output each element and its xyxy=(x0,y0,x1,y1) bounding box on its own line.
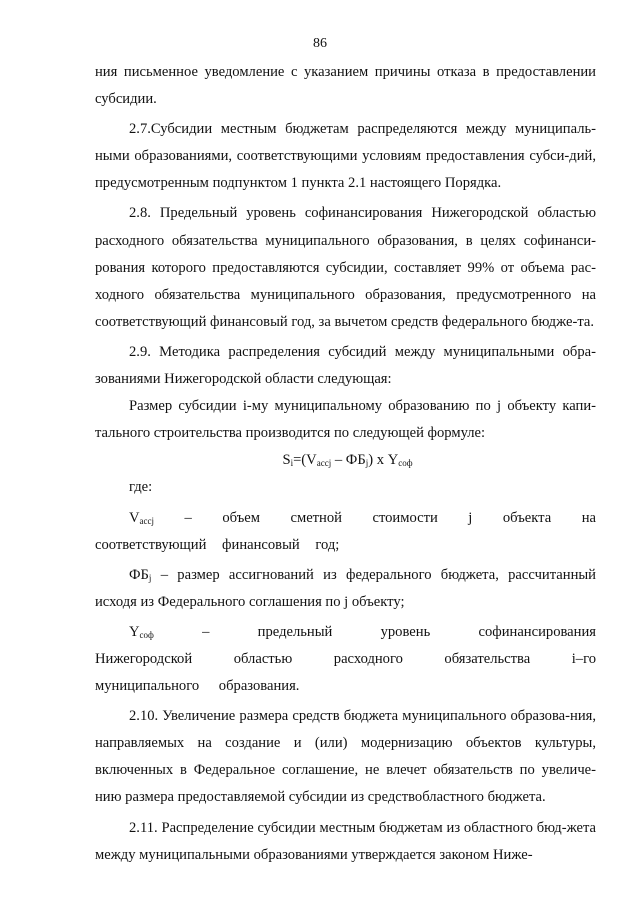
definition-y-subscript: соф xyxy=(139,629,154,640)
definition-v-text: – объем сметной стоимости j объекта на соответствующий финансовый год; xyxy=(95,509,596,553)
document-body xyxy=(95,59,596,869)
definition-y xyxy=(95,619,596,700)
definition-v-subscript: accj xyxy=(139,515,155,526)
definition-v-symbol: V xyxy=(129,509,140,526)
definition-fb xyxy=(95,562,596,616)
definition-fb-text: – размер ассигнований из федерального бюджета, рассчитанный исходя из Федерального соглашения по j объекту; xyxy=(95,566,596,610)
formula-v-subscript: accj xyxy=(316,458,332,469)
paragraph-2-9: 2.9. Методика распределения субсидий между муниципальными обра-зованиями Нижегородской области следующая: xyxy=(95,343,596,388)
where-label: где: xyxy=(129,479,153,496)
definition-fb-subscript: j xyxy=(148,572,152,583)
page-number: 86 xyxy=(313,36,327,51)
formula-close: ) х Y xyxy=(368,452,399,469)
formula-lhs-subscript: i xyxy=(290,458,294,469)
subsidy-formula xyxy=(95,447,596,474)
paragraph-2-8: 2.8. Предельный уровень софинансирования Нижегородской областью расходного обязательства муниципального образования, в целях софинанси-рования которого предоставляются субсидии, составляет 99% от объема рас-ходного обязательства муниципального образования, предусмотренного на соответствующий финансовый год, за вычетом средств федерального бюдже-та. xyxy=(95,205,596,330)
definition-y-symbol: Y xyxy=(129,623,140,640)
paragraph-2-11: 2.11. Распределение субсидии местным бюджетам из областного бюд-жета между муниципальными образованиями утверждается законом Ниже- xyxy=(95,819,596,863)
formula-minus-fb: – ФБ xyxy=(331,452,366,469)
paragraph-continuation: ния письменное уведомление с указанием причины отказа в предоставлении субсидии. xyxy=(95,64,596,108)
paragraph-subsidy-size: Размер субсидии i-му муниципальному образованию по j объекту капи-тального строительства производится по следующей формуле: xyxy=(95,398,596,442)
formula-open: =(V xyxy=(293,452,317,469)
paragraph-2-7: 2.7.Субсидии местным бюджетам распределяются между муниципаль-ными образованиями, соответствующими условиям предоставления субси-дий, предусмотренным подпунктом 1 пункта 2.1 настоящего Порядка. xyxy=(95,121,596,192)
formula-lhs: S xyxy=(282,452,291,469)
paragraph-2-10: 2.10. Увеличение размера средств бюджета муниципального образова-ния, направляемых на создание и (или) модернизацию объектов культуры, включенных в Федеральное соглашение, не влечет обязательств по увеличе-нию размера предоставляемой субсидии из средствобластного бюджета. xyxy=(95,708,596,806)
definition-y-text: – предельный уровень софинансирования Нижегородской областью расходного обязательства i–го муниципального образования. xyxy=(95,623,596,695)
definition-fb-symbol: ФБ xyxy=(129,566,149,583)
formula-y-subscript: соф xyxy=(398,458,413,469)
formula-fb-subscript: j xyxy=(365,458,369,469)
definition-v xyxy=(95,505,596,559)
